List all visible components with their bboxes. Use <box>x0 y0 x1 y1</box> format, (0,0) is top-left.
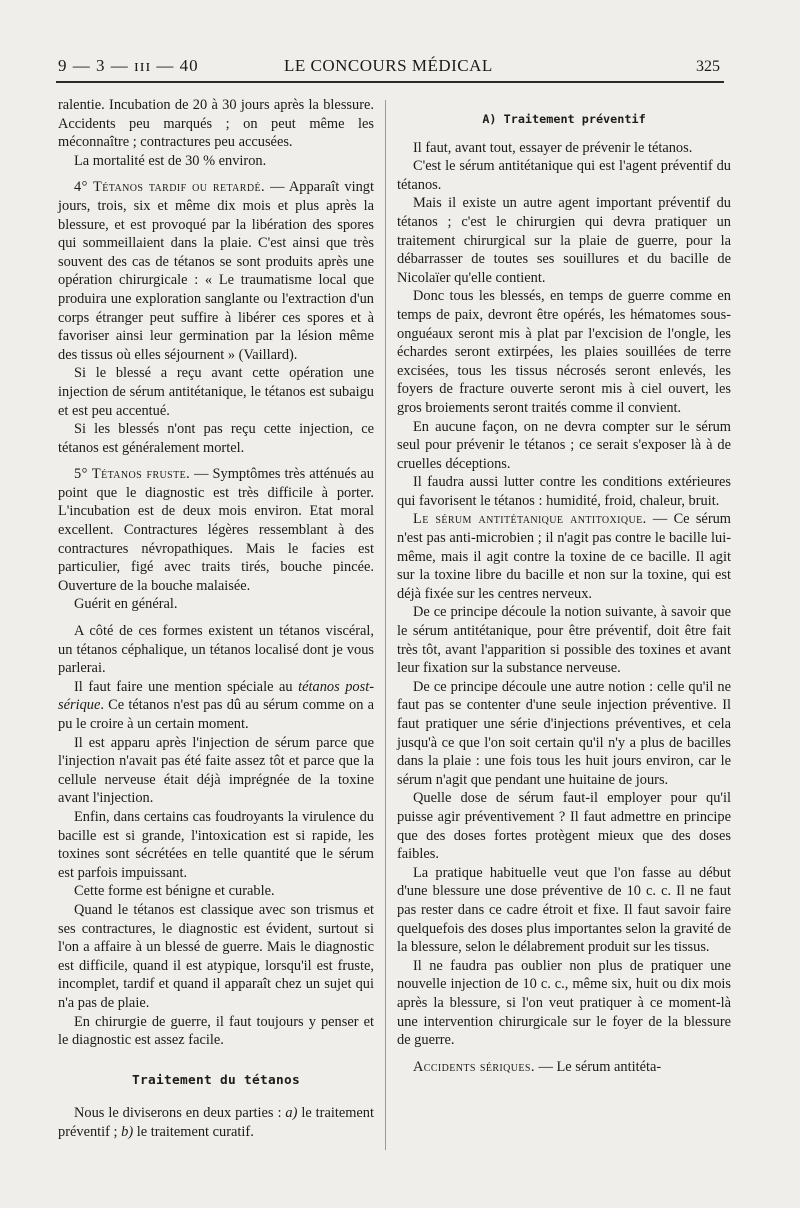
paragraph: Quelle dose de sérum faut-il employer pour qu'il puisse agir préventivement ? Il faut admettre en principe que des doses fortes protègent mieux que des doses faibles. <box>397 790 731 863</box>
paragraph: Guérit en général. <box>74 596 178 613</box>
paragraph: Donc tous les blessés, en temps de guerre comme en temps de paix, devront être opérés, les hématomes sous-onguéaux seront mis à plat par l'excision de l'ongle, les échardes seront extirpées, les plaies souillées de terre excisées, tous les tissus nécrosés seront enlevés, les foyers de fracture ouverte seront mis à ciel ouvert, les gros broiements seront traités comme il convient. <box>397 288 731 416</box>
paragraph-text: . Ce tétanos n'est pas dû au sérum comme on a pu le croire à un certain moment. <box>58 697 374 732</box>
emphasis: tétanos post-sérique <box>58 678 374 714</box>
column-divider <box>385 100 386 1150</box>
paragraph: Quand le tétanos est classique avec son trismus et ses contractures, le diagnostic est évident, surtout si l'on a affaire à un blessé de guerre. Mais le diagnostic est difficile, quand il est atypique, lorsqu'il est fruste, incomplet, tardif et quand il apparaît chez un sujet qui n'a pas de plaie. <box>58 901 374 1011</box>
paragraph <box>397 1058 731 1077</box>
section-lead: Accidents sériques. <box>413 1058 535 1075</box>
paragraph <box>58 678 374 734</box>
paragraph: A côté de ces formes existent un tétanos viscéral, un tétanos céphalique, un tétanos localisé dont je vous parlerai. <box>58 623 374 677</box>
paragraph: ralentie. Incubation de 20 à 30 jours après la blessure. Accidents peu marqués ; on peut même les méconnaître ; contractures peu accusées. <box>58 97 374 151</box>
journal-title: LE CONCOURS MÉDICAL <box>284 56 493 75</box>
issue-folio: 9 — 3 — ɪɪɪ — 40 <box>58 56 199 75</box>
paragraph-text: Il faut faire une mention spéciale au <box>74 678 299 695</box>
left-column <box>58 96 374 1141</box>
page-number: 325 <box>696 58 720 75</box>
running-header <box>58 52 720 80</box>
paragraph-text: le traitement curatif. <box>133 1123 254 1140</box>
paragraph: Il est apparu après l'injection de sérum parce que l'injection n'avait pas été faite assez tôt et parce que la cellule nerveuse était déjà imprégnée de la toxine avant l'injection. <box>58 734 374 807</box>
paragraph: Il ne faudra pas oublier non plus de pratiquer une nouvelle injection de 10 c. c., même six, huit ou dix mois après la blessure, si l'on veut pratiquer à ce moment-là une intervention chirurgicale sur le foyer de la blessure de guerre. <box>397 957 731 1049</box>
paragraph: Cette forme est bénigne et curable. <box>74 883 275 900</box>
paragraph: C'est le sérum antitétanique qui est l'agent préventif du tétanos. <box>397 158 731 193</box>
paragraph <box>58 178 374 364</box>
paragraph: Il faudra aussi lutter contre les conditions extérieures qui favorisent le tétanos : humidité, froid, chaleur, bruit. <box>397 474 731 509</box>
paragraph-text: — Apparaît vingt jours, trois, six et même dix mois et plus après la blessure, et est provoqué par la libération des spores qui sommeillaient dans la plaie. C'est ainsi que très souvent des cas de tétanos se sont produits après une opération chirurgicale : « Le traumatisme local que produira une exploration sanglante ou l'extraction d'un corps étranger peut suffire à libérer ces spores et à favoriser ainsi leur germination par la lésion même des tissus où elles séjournent » (Vaillard). <box>58 179 374 363</box>
emphasis: a) <box>285 1105 298 1122</box>
paragraph: Mais il existe un autre agent important préventif du tétanos ; c'est le chirurgien qui devra pratiquer un traitement chirurgical sur la plaie de guerre, pour la débarrasser de toutes ses souillures et du bacille de Nicolaïer qu'elle contient. <box>397 195 731 286</box>
paragraph: Il faut, avant tout, essayer de prévenir le tétanos. <box>413 139 693 156</box>
section-lead: 5° Tétanos fruste. <box>74 466 191 483</box>
paragraph <box>58 1104 374 1141</box>
section-lead: Le sérum antitétanique antitoxique. <box>413 511 647 528</box>
section-lead: 4° Tétanos tardif ou retardé. <box>74 179 265 196</box>
paragraph-text: Nous le diviserons en deux parties : <box>74 1105 286 1122</box>
paragraph: La pratique habituelle veut que l'on fasse au début d'une blessure une dose préventive de 10 c. c. Il ne faut pas rester dans ce cadre étroit et fixe. Il faut savoir faire quelquefois des doses plus importantes selon la gravité de la blessure, selon le délabrement produit sur les tissus. <box>397 864 731 956</box>
paragraph: De ce principe découle une autre notion : celle qu'il ne faut pas se contenter d'une seule injection préventive. Il faut pratiquer une série d'injections préventives, et cela jusqu'à ce que l'on soit certain qu'il n'y a plus de bacilles dans la plaie : une fois tous les huit jours environ, car le sérum n'agit que pendant une huitaine de jours. <box>397 678 731 788</box>
header-rule <box>56 81 724 83</box>
subsection-heading: A) Traitement préventif <box>482 112 646 126</box>
paragraph: En chirurgie de guerre, il faut toujours y penser et le diagnostic est assez facile. <box>58 1013 374 1049</box>
right-column <box>397 96 731 1076</box>
paragraph <box>397 510 731 603</box>
section-heading: Traitement du tétanos <box>131 1072 301 1088</box>
paragraph: De ce principe découle la notion suivante, à savoir que le sérum antitétanique, pour être préventif, doit être fait très tôt, avant l'apparition si possible des toxines et avant leur fixation sur la substance nerveuse. <box>397 604 731 677</box>
emphasis: b) <box>121 1123 134 1140</box>
paragraph: Enfin, dans certains cas foudroyants la virulence du bacille est si grande, l'intoxication est si rapide, les toxines sont sécrétées en telle quantité que le sérum est parfois impuissant. <box>58 808 374 881</box>
paragraph-text: — Symptômes très atténués au point que le diagnostic est très difficile à porter. L'incubation est de deux mois environ. Etat moral excellent. Contractures légères ressemblant à des contractures névropathiques. Mais le facies est particulier, figé avec traits tirés, bouche pincée. Ouverture de la bouche malaisée. <box>58 466 374 594</box>
paragraph: Si le blessé a reçu avant cette opération une injection de sérum antitétanique, le tétanos est subaigu et est peu accentué. <box>58 365 374 419</box>
paragraph-text: le traitement préventif ; <box>58 1105 374 1140</box>
paragraph: Si les blessés n'ont pas reçu cette injection, ce tétanos est généralement mortel. <box>58 421 374 456</box>
paragraph-text: — Ce sérum n'est pas anti-microbien ; il n'agit pas contre le bacille lui-même, mais il agit contre la toxine de ce bacille. Il agit sur la toxine libre du bacille et non sur la toxine, qui est déjà fixée sur les centres nerveux. <box>397 511 732 602</box>
paragraph <box>58 465 374 595</box>
paragraph-text: — Le sérum antitéta- <box>534 1058 662 1075</box>
paragraph: En aucune façon, on ne devra compter sur le sérum seul pour prévenir le tétanos ; ce serait s'exposer là à de cruelles déceptions. <box>397 418 731 472</box>
paragraph: La mortalité est de 30 % environ. <box>74 152 267 169</box>
